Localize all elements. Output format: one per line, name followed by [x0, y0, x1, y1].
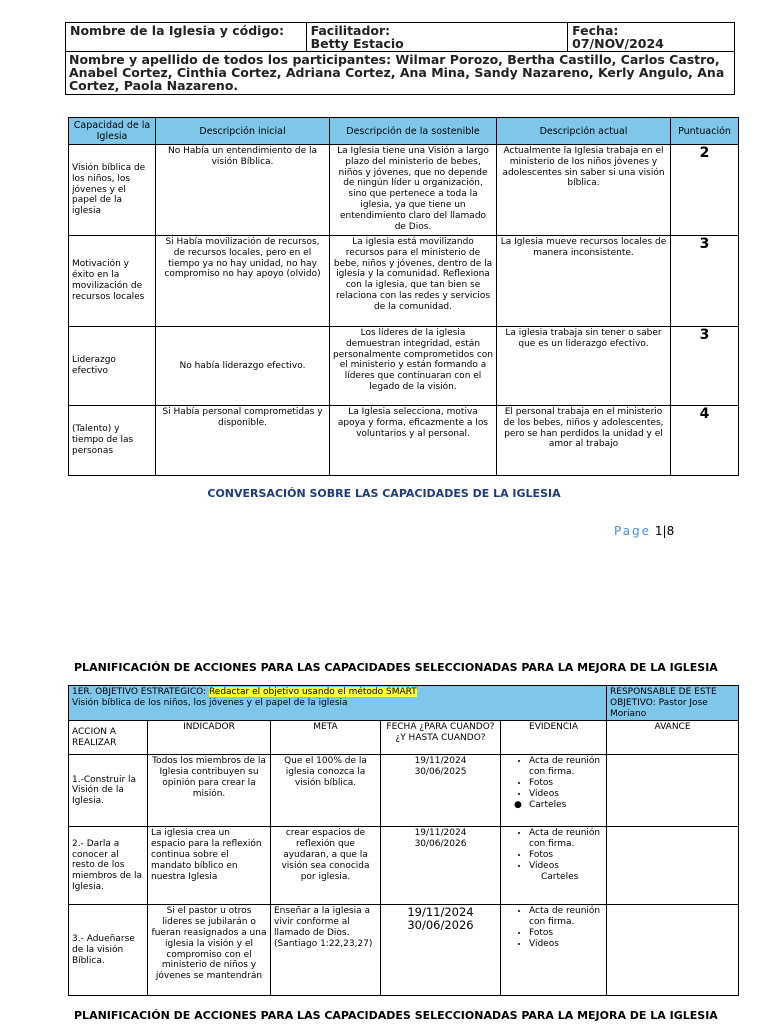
table-row — [69, 905, 739, 996]
table-row — [69, 755, 739, 827]
score-value: 2 — [671, 145, 739, 236]
page-number — [614, 524, 674, 538]
capacities-header-row — [69, 118, 739, 145]
action-text: 1.-Construir la Visión de la Iglesia. — [69, 755, 148, 827]
date-cell — [381, 827, 501, 905]
plan-title: PLANIFICACIÓN DE ACCIONES PARA LAS CAPACIDADES SELECCIONADAS PARA LA MEJORA DE LA IGLESIA — [74, 661, 718, 674]
evidence-list — [504, 906, 603, 949]
capacity-name: Visión bíblica de los niños, los jóvenes y el papel de la iglesia — [69, 145, 156, 236]
header-indicator: INDICADOR — [148, 721, 271, 755]
page-total: 8 — [666, 524, 675, 538]
objective-line2: Visión bíblica de los niños, los jóvenes y el papel de la iglesia — [72, 697, 348, 708]
header-table — [65, 22, 735, 95]
responsible-cell: RESPONSABLE DE ESTE OBJETIVO: Pastor Jose Moriano — [607, 686, 739, 721]
capacity-name: Motivación y éxito en la movilización de recursos locales — [69, 236, 156, 327]
facilitator-label: Facilitador: — [310, 23, 391, 38]
header-progress: AVANCE — [607, 721, 739, 755]
date-start: 19/11/2024 — [414, 756, 467, 767]
progress-cell — [607, 905, 739, 996]
list-item: • Acta de reunión con firma. — [529, 828, 603, 850]
date-cell — [381, 755, 501, 827]
progress-cell — [607, 827, 739, 905]
participants-text: Nombre y apellido de todos los participantes: Wilmar Porozo, Bertha Castillo, Carlos Castro, Anabel Cortez, Cinthia Cortez, Adriana Cortez, Ana Mina, Sandy Nazareno, Kerly Angulo, Ana Cortez, Paola Nazareno. — [66, 52, 735, 95]
objective-highlight: Redactar el objetivo usando el método SMART — [208, 687, 417, 697]
header-date: FECHA ¿PARA CUANDO? ¿Y HASTA CUANDO? — [381, 721, 501, 755]
date-start: 19/11/2024 — [407, 905, 474, 920]
initial-description: No Había un entendimiento de la visión Bíblica. — [156, 145, 330, 236]
date-cell — [568, 23, 735, 52]
date-label: Fecha: — [572, 23, 619, 38]
sustainable-description: La Iglesia selecciona, motiva apoya y forma, eficazmente a los voluntarios y al personal. — [330, 406, 497, 476]
list-item: • Acta de reunión con firma. — [529, 906, 603, 928]
col-header-current: Descripción actual — [497, 118, 671, 145]
page-current: 1 — [654, 524, 663, 538]
objective-prefix: 1ER. OBJETIVO ESTRATEGICO: — [72, 687, 207, 697]
capacity-name: Liderazgo efectivo — [69, 327, 156, 406]
table-row — [69, 827, 739, 905]
current-description: El personal trabaja en el ministerio de los bebes, niños y adolescentes, pero se han perdidos la unidad y el amor al trabajo — [497, 406, 671, 476]
list-item: ● Carteles — [529, 800, 603, 811]
header-action: ACCION A REALIZAR — [69, 721, 148, 755]
indicator-text: Todos los miembros de la Iglesia contribuyen su opinión para crear la misión. — [148, 755, 271, 827]
list-item: Carteles — [541, 871, 579, 882]
progress-cell — [607, 755, 739, 827]
header-goal: META — [271, 721, 381, 755]
col-header-capacity: Capacidad de la Iglesia — [69, 118, 156, 145]
list-item: • Fotos — [529, 850, 603, 861]
action-text: 3.- Adueñarse de la visión Bíblica. — [69, 905, 148, 996]
indicator-text: La iglesia crea un espacio para la reflexión continua sobre el mandato bíblico en nuestra Iglesia — [148, 827, 271, 905]
list-item: • Acta de reunión con firma. — [529, 756, 603, 778]
list-item: • Videos — [529, 789, 603, 800]
page-word: Page — [614, 524, 652, 538]
goal-text: crear espacios de reflexión que ayudaran, a que la visión sea conocida por iglesia. — [271, 827, 381, 905]
table-row — [69, 145, 739, 236]
table-row — [69, 236, 739, 327]
table-row — [69, 406, 739, 476]
capacities-table — [68, 117, 739, 476]
goal-text: Enseñar a la iglesia a vivir conforme al llamado de Dios. (Santiago 1:22,23,27) — [271, 905, 381, 996]
date-cell — [381, 905, 501, 996]
evidence-cell — [501, 905, 607, 996]
evidence-list — [504, 828, 603, 882]
facilitator-value: Betty Estacio — [310, 36, 404, 51]
current-description: Actualmente la Iglesia trabaja en el ministerio de los niños jóvenes y adolescentes sin saber si una visión bíblica. — [497, 145, 671, 236]
sustainable-description: La iglesia está movilizando recursos para el ministerio de bebe, niños y jóvenes, dentro de la iglesia y la comunidad. Reflexiona con la iglesia, que tan bien se relaciona con las redes y servicios de la comunidad. — [330, 236, 497, 327]
evidence-list — [504, 756, 603, 810]
action-text: 2.- Darla a conocer al resto de los miembros de la Iglesia. — [69, 827, 148, 905]
initial-description: No había liderazgo efectivo. — [156, 327, 330, 406]
action-plan-table — [68, 685, 739, 996]
list-item: • Fotos — [529, 928, 603, 939]
current-description: La iglesia trabaja sin tener o saber que es un liderazgo efectivo. — [497, 327, 671, 406]
score-value: 3 — [671, 236, 739, 327]
date-value: 07/NOV/2024 — [572, 36, 664, 51]
indicator-text: Si el pastor u otros lideres se jubilarán o fueran reasignados a una iglesia la visión y el compromiso con el ministerio de niños y jóvenes se mantendrán — [148, 905, 271, 996]
evidence-cell — [501, 827, 607, 905]
list-item: • Fotos — [529, 778, 603, 789]
table-row — [69, 327, 739, 406]
capacity-name: (Talento) y tiempo de las personas — [69, 406, 156, 476]
objective-cell — [69, 686, 607, 721]
date-start: 19/11/2024 — [414, 828, 467, 839]
page-separator: | — [662, 524, 667, 538]
list-item: • Videos — [529, 861, 603, 872]
initial-description: Si Había movilización de recursos, de recursos locales, pero en el tiempo ya no hay unidad, no hay compromiso no hay apoyo (olvido) — [156, 236, 330, 327]
sustainable-description: La Iglesia tiene una Visión a largo plazo del ministerio de bebes, niños y jóvenes, que no depende de ningún líder u organización, sino que pertenece a toda la iglesia, ya que tiene un entendimiento claro del llamado de Dios. — [330, 145, 497, 236]
score-value: 4 — [671, 406, 739, 476]
objective-row — [69, 686, 739, 721]
col-header-sustainable: Descripción de la sostenible — [330, 118, 497, 145]
plan-title-bottom: PLANIFICACIÓN DE ACCIONES PARA LAS CAPACIDADES SELECCIONADAS PARA LA MEJORA DE LA IGLESIA — [74, 1009, 718, 1022]
evidence-cell — [501, 755, 607, 827]
goal-text: Que el 100% de la iglesia conozca la visión bíblica. — [271, 755, 381, 827]
date-end: 30/06/2026 — [414, 839, 467, 850]
plan-header-row — [69, 721, 739, 755]
list-item: • Videos — [529, 939, 603, 950]
score-value: 3 — [671, 327, 739, 406]
header-evidence: EVIDENCIA — [501, 721, 607, 755]
date-end: 30/06/2026 — [407, 918, 474, 933]
col-header-score: Puntuación — [671, 118, 739, 145]
current-description: La Iglesia mueve recursos locales de manera inconsistente. — [497, 236, 671, 327]
initial-description: Si Había personal comprometidas y disponible. — [156, 406, 330, 476]
col-header-initial: Descripción inicial — [156, 118, 330, 145]
conversation-title: CONVERSACIÓN SOBRE LAS CAPACIDADES DE LA IGLESIA — [207, 487, 561, 500]
sustainable-description: Los líderes de la iglesia demuestran integridad, están personalmente comprometidos con el ministerio y están formando a líderes que continuaran con el legado de la visión. — [330, 327, 497, 406]
church-name-label: Nombre de la Iglesia y código: — [66, 23, 307, 52]
facilitator-cell — [306, 23, 568, 52]
date-end: 30/06/2025 — [414, 767, 467, 778]
